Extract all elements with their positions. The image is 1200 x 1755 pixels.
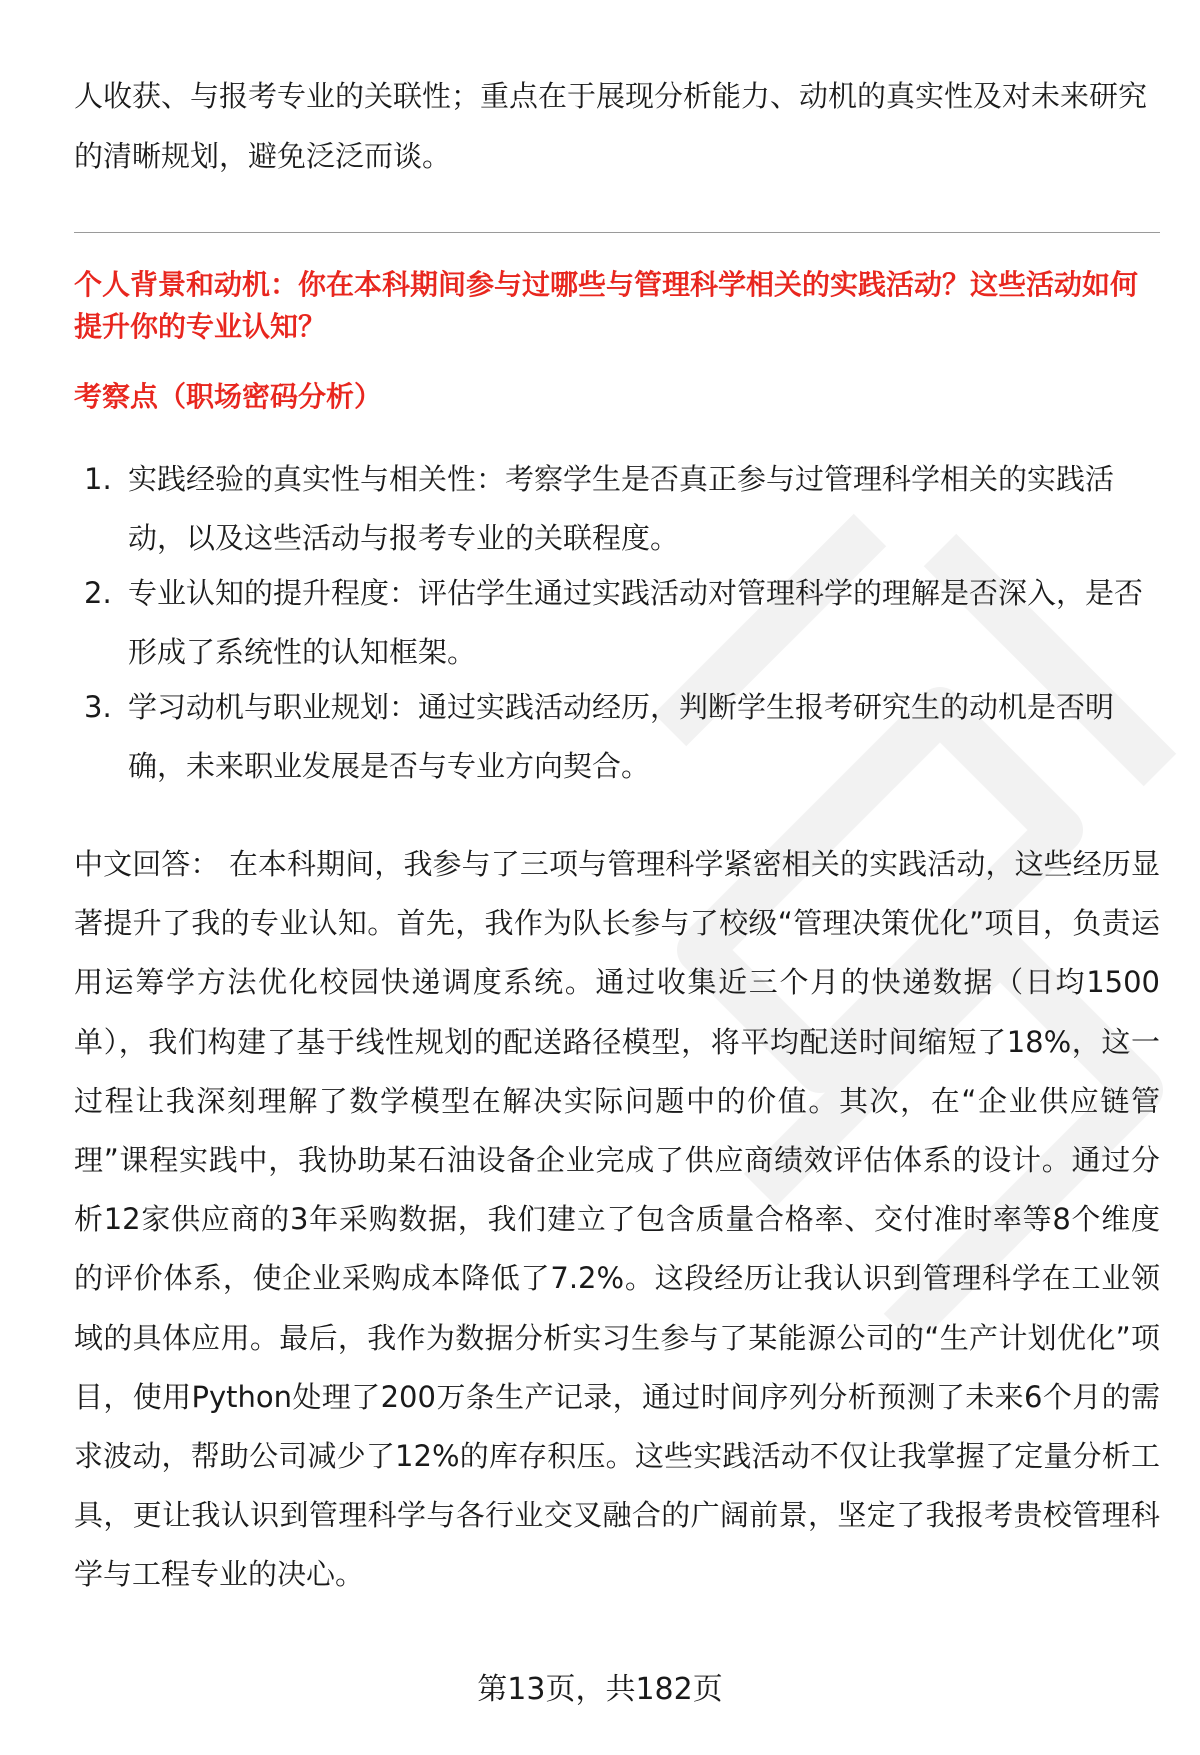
list-item	[74, 450, 1160, 568]
answer-paragraph: 中文回答： 在本科期间，我参与了三项与管理科学紧密相关的实践活动，这些经历显著提升了我的专业认知。首先，我作为队长参与了校级“管理决策优化”项目，负责运用运筹学方法优化校园快递调度系统。通过收集近三个月的快递数据（日均1500单），我们构建了基于线性规划的配送路径模型，将平均配送时间缩短了18%，这一过程让我深刻理解了数学模型在解决实际问题中的价值。其次，在“企业供应链管理”课程实践中，我协助某石油设备企业完成了供应商绩效评估体系的设计。通过分析12家供应商的3年采购数据，我们建立了包含质量合格率、交付准时率等8个维度的评价体系，使企业采购成本降低了7.2%。这段经历让我认识到管理科学在工业领域的具体应用。最后，我作为数据分析实习生参与了某能源公司的“生产计划优化”项目，使用Python处理了200万条生产记录，通过时间序列分析预测了未来6个月的需求波动，帮助公司减少了12%的库存积压。这些实践活动不仅让我掌握了定量分析工具，更让我认识到管理科学与各行业交叉融合的广阔前景，坚定了我报考贵校管理科学与工程专业的决心。	[74, 847, 1160, 1592]
assessment-points-heading: 考察点（职场密码分析）	[74, 380, 383, 413]
list-item-text: 学习动机与职业规划：通过实践活动经历，判断学生报考研究生的动机是否明确，未来职业发展是否与专业方向契合。	[128, 690, 1115, 783]
list-item-number: 2.	[84, 576, 112, 610]
question-heading: 个人背景和动机：你在本科期间参与过哪些与管理科学相关的实践活动？这些活动如何提升你的专业认知？	[74, 268, 1139, 343]
list-item-text: 实践经验的真实性与相关性：考察学生是否真正参与过管理科学相关的实践活动，以及这些活动与报考专业的关联程度。	[128, 462, 1115, 555]
section-divider	[74, 232, 1160, 233]
list-item	[74, 564, 1160, 682]
list-item	[74, 678, 1160, 796]
list-item-number: 3.	[84, 690, 112, 724]
list-item-number: 1.	[84, 462, 112, 496]
list-item-text: 专业认知的提升程度：评估学生通过实践活动对管理科学的理解是否深入，是否形成了系统性的认知框架。	[128, 576, 1144, 669]
page-number-footer: 第13页，共182页	[477, 1672, 723, 1707]
intro-paragraph: 人收获、与报考专业的关联性；重点在于展现分析能力、动机的真实性及对未来研究的清晰规划，避免泛泛而谈。	[74, 79, 1148, 173]
assessment-points-list	[74, 450, 1160, 796]
